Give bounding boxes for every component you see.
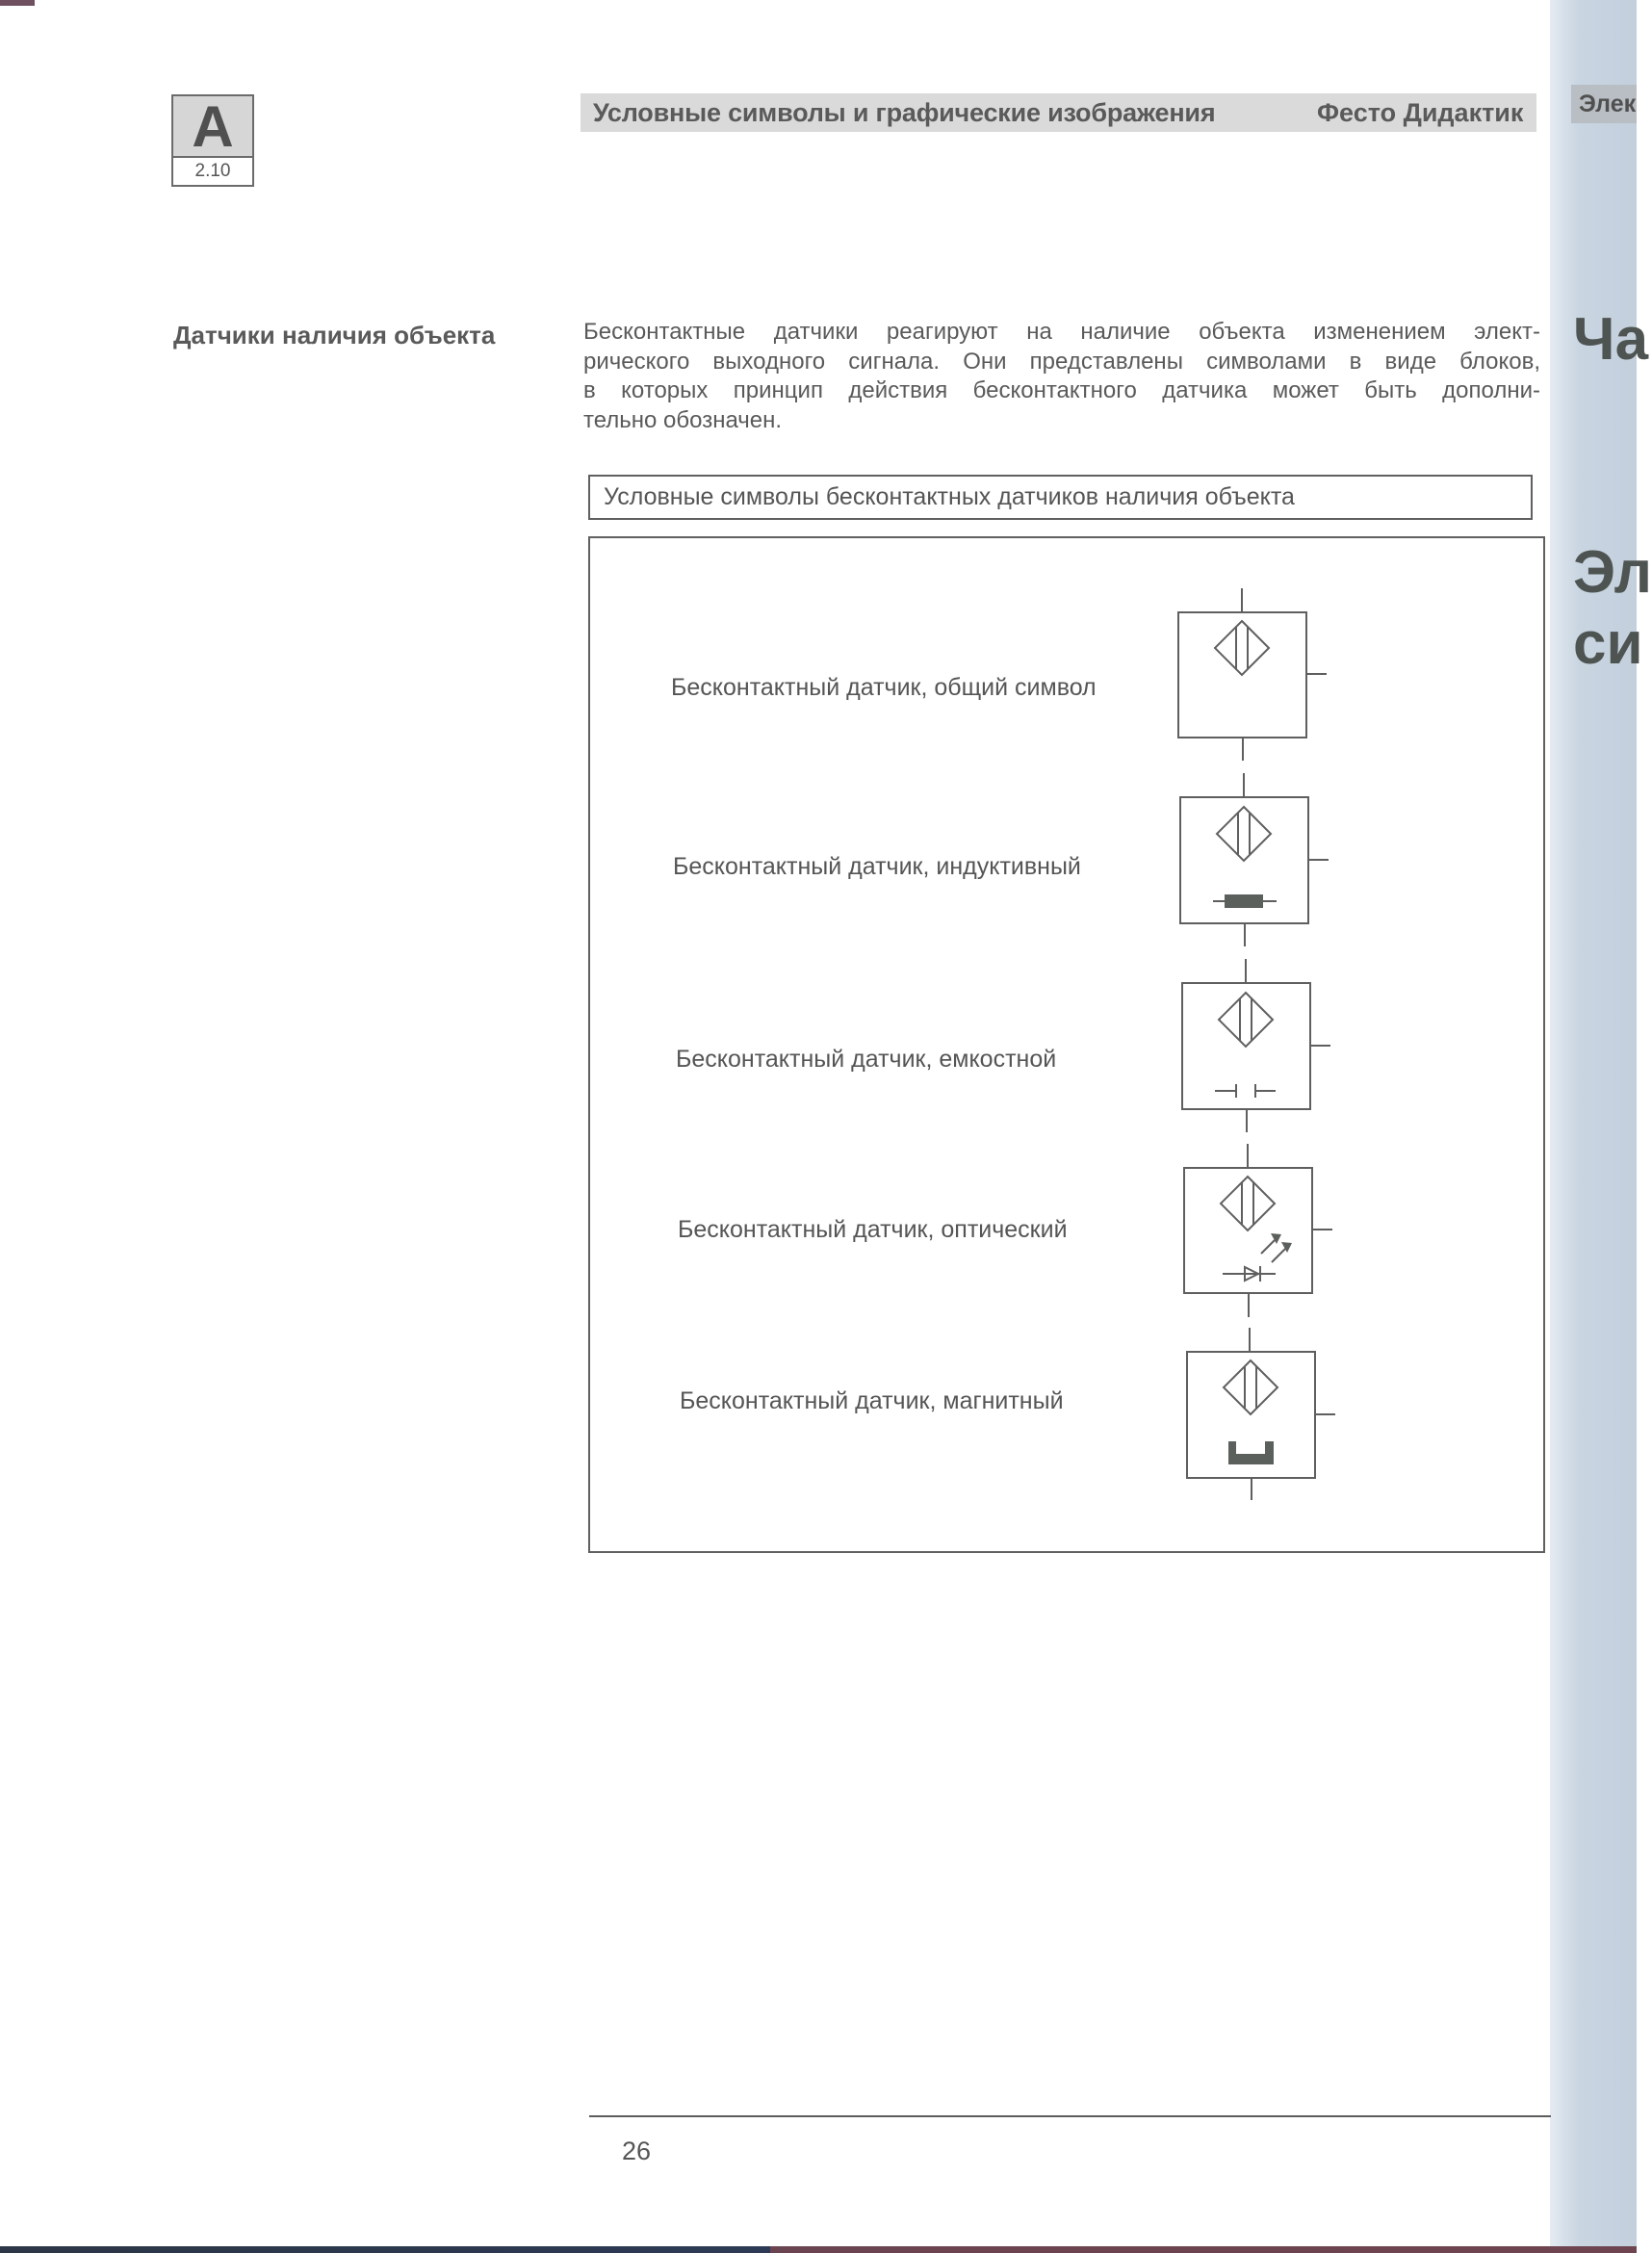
side-heading: Датчики наличия объекта bbox=[173, 321, 496, 350]
header-title: Условные символы и графические изображения bbox=[593, 98, 1216, 127]
symbol-capacitive bbox=[1182, 959, 1330, 1132]
adjacent-page-header-text: Элек bbox=[1579, 91, 1637, 117]
row-label-magnetic: Бесконтактный датчик, магнитный bbox=[680, 1387, 1064, 1414]
paragraph-line: Бесконтактные датчики реагируют на наличие объекта изменением элект- bbox=[583, 319, 1540, 345]
capacitor-icon bbox=[1215, 1084, 1276, 1098]
scan-edge-bottom bbox=[0, 2246, 1637, 2253]
page-number: 26 bbox=[622, 2136, 652, 2165]
symbol-magnetic bbox=[1187, 1328, 1335, 1500]
footer-rule bbox=[589, 2115, 1551, 2117]
paragraph-line: в которых принцип действия бесконтактного датчика может быть дополни- bbox=[583, 377, 1540, 403]
symbol-optical bbox=[1184, 1144, 1332, 1317]
adjacent-page-heading-2: Эл bbox=[1573, 539, 1652, 606]
proximity-diamond-icon bbox=[1224, 1360, 1278, 1414]
row-label-capacitive: Бесконтактный датчик, емкостной bbox=[676, 1046, 1057, 1073]
proximity-diamond-icon bbox=[1217, 807, 1271, 861]
magnet-icon bbox=[1228, 1441, 1274, 1464]
symbol-inductive bbox=[1180, 773, 1329, 946]
inductor-coil-icon bbox=[1213, 894, 1277, 908]
proximity-diamond-icon bbox=[1221, 1177, 1275, 1230]
header-brand: Фесто Дидактик bbox=[1317, 98, 1524, 127]
photodiode-icon bbox=[1223, 1233, 1292, 1282]
row-label-general: Бесконтактный датчик, общий символ bbox=[671, 674, 1097, 701]
row-label-optical: Бесконтактный датчик, оптический bbox=[678, 1216, 1068, 1243]
table-title: Условные символы бесконтактных датчиков наличия объекта bbox=[604, 483, 1295, 510]
adjacent-page-heading-1: Ча bbox=[1573, 306, 1649, 373]
proximity-diamond-icon bbox=[1219, 993, 1273, 1047]
paragraph-line: тельно обозначен. bbox=[583, 406, 783, 433]
section-number: 2.10 bbox=[194, 161, 231, 181]
section-letter: A bbox=[173, 96, 252, 158]
adjacent-page-heading-3: си bbox=[1573, 610, 1643, 677]
paragraph-line: рического выходного сигнала. Они представлены символами в виде блоков, bbox=[583, 348, 1540, 375]
row-label-inductive: Бесконтактный датчик, индуктивный bbox=[673, 853, 1081, 880]
proximity-diamond-icon bbox=[1215, 621, 1269, 675]
symbol-general bbox=[1178, 588, 1327, 761]
